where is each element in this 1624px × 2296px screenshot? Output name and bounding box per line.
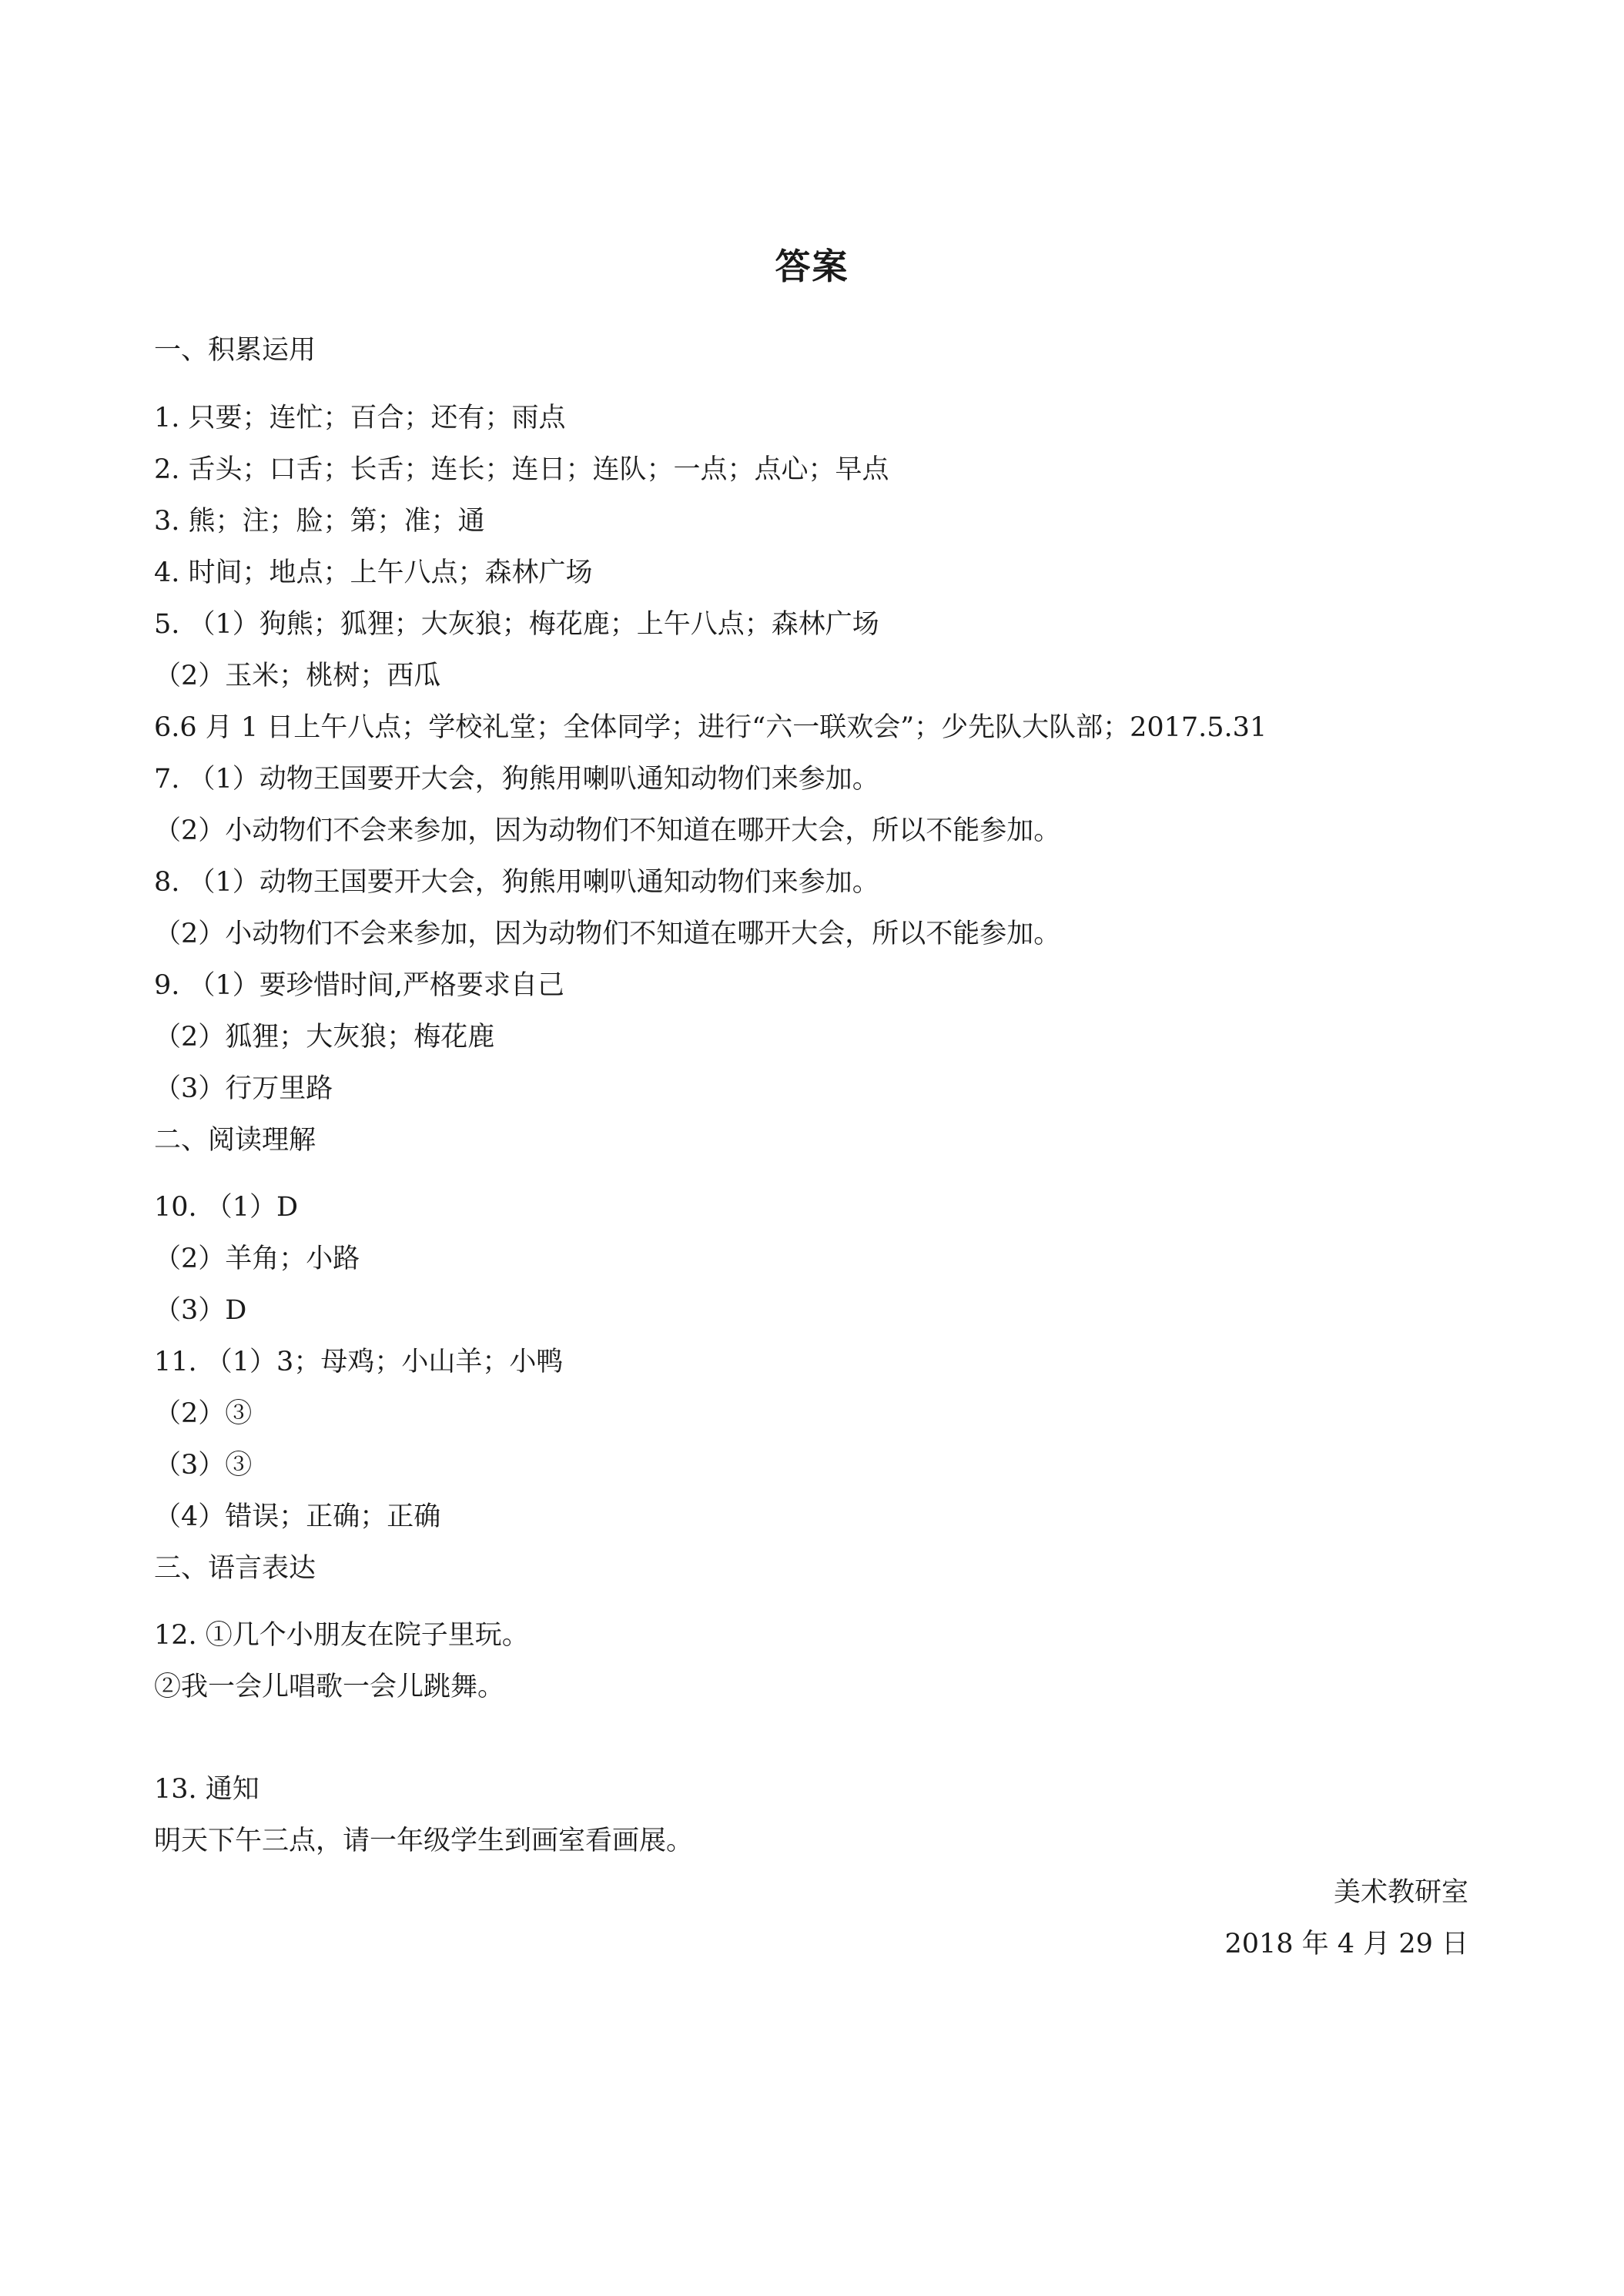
answer-line-9-1: 9. （1）要珍惜时间,严格要求自己 — [154, 970, 564, 1001]
answer-line-9-2: （2）狐狸；大灰狼；梅花鹿 — [154, 1022, 495, 1053]
answer-line-4: 4. 时间；地点；上午八点；森林广场 — [154, 557, 593, 588]
answer-line-10-2: （2）羊角；小路 — [154, 1243, 360, 1274]
answer-line-11-1: 11. （1）3；母鸡；小山羊；小鸭 — [154, 1347, 564, 1377]
section-heading-2: 二、阅读理解 — [154, 1125, 316, 1156]
answer-line-10-3: （3）D — [154, 1295, 247, 1326]
section-heading-1: 一、积累运用 — [154, 335, 316, 366]
notice-date: 2018 年 4 月 29 日 — [1224, 1929, 1468, 1960]
answer-line-3: 3. 熊；注；脸；第；准；通 — [154, 506, 485, 537]
answer-line-1: 1. 只要；连忙；百合；还有；雨点 — [154, 403, 566, 433]
answer-line-5-1: 5. （1）狗熊；狐狸；大灰狼；梅花鹿；上午八点；森林广场 — [154, 609, 879, 640]
answer-line-12-2: ②我一会儿唱歌一会儿跳舞。 — [154, 1672, 505, 1702]
answer-line-7-1: 7. （1）动物王国要开大会，狗熊用喇叭通知动物们来参加。 — [154, 764, 879, 795]
page-title: 答案 — [775, 246, 849, 287]
answer-line-9-3: （3）行万里路 — [154, 1073, 333, 1104]
answer-line-11-4: （4）错误；正确；正确 — [154, 1501, 441, 1532]
answer-line-8-2: （2）小动物们不会来参加，因为动物们不知道在哪开大会，所以不能参加。 — [154, 919, 1061, 949]
answer-line-10-1: 10. （1）D — [154, 1192, 299, 1223]
answer-line-11-3: （3）③ — [154, 1450, 253, 1481]
section-heading-3: 三、语言表达 — [154, 1553, 316, 1584]
answer-line-13-title: 13. 通知 — [154, 1774, 260, 1805]
answer-line-12-1: 12. ①几个小朋友在院子里玩。 — [154, 1620, 529, 1651]
answer-line-7-2: （2）小动物们不会来参加，因为动物们不知道在哪开大会，所以不能参加。 — [154, 815, 1061, 846]
answer-line-6: 6.6 月 1 日上午八点；学校礼堂；全体同学；进行“六一联欢会”；少先队大队部；2017.5.31 — [154, 712, 1267, 743]
answer-line-2: 2. 舌头；口舌；长舌；连长；连日；连队；一点；点心；早点 — [154, 454, 889, 485]
answer-line-11-2: （2）③ — [154, 1398, 253, 1429]
notice-signature: 美术教研室 — [1333, 1877, 1468, 1908]
answer-line-8-1: 8. （1）动物王国要开大会，狗熊用喇叭通知动物们来参加。 — [154, 867, 879, 898]
notice-body: 明天下午三点，请一年级学生到画室看画展。 — [154, 1826, 694, 1856]
answer-line-5-2: （2）玉米；桃树；西瓜 — [154, 661, 441, 691]
